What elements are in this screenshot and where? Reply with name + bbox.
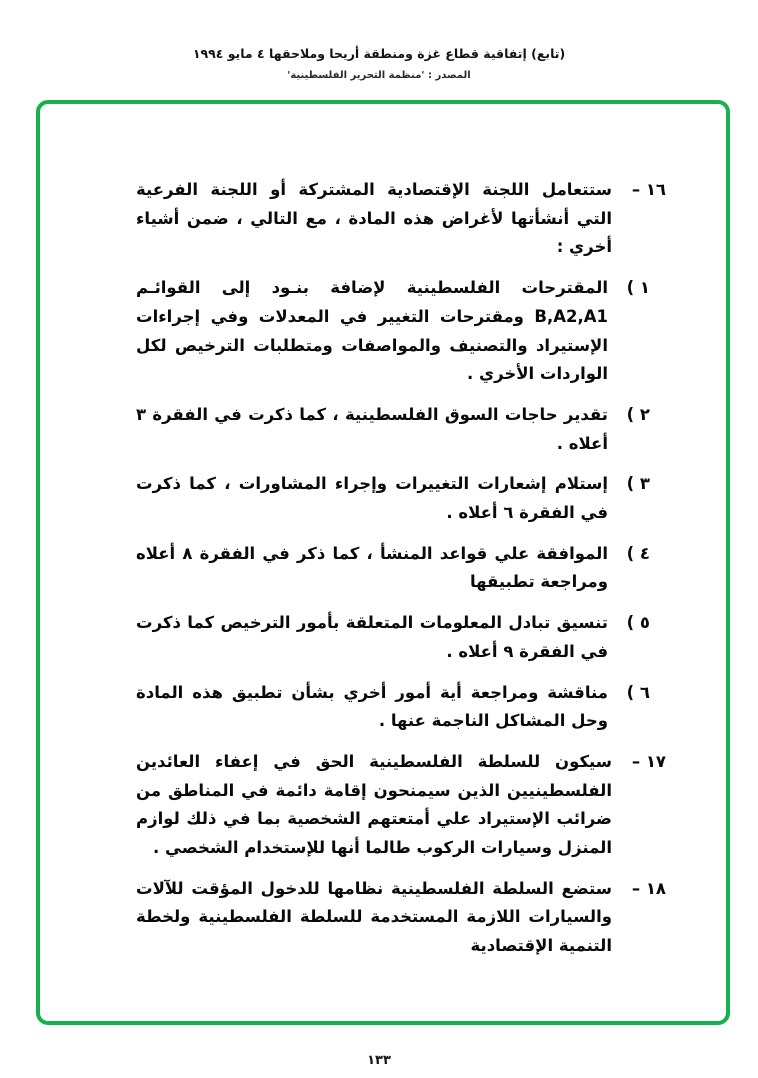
clause-16	[136, 176, 666, 262]
clause-text: ستتعامل اللجنة الإقتصادية المشتركة أو اللجنة الفرعية التي أنشأتها لأغراض هذه المادة ، مع التالي ، ضمن أشياء أخري :	[136, 180, 612, 257]
clause-17	[136, 748, 666, 863]
clause-18	[136, 875, 666, 961]
clause-text: ستضع السلطة الفلسطينية نظامها للدخول المؤقت للآلات والسيارات اللازمة المستخدمة للسلطة الفلسطينية ولخطة التنمية الإقتصادية	[136, 878, 612, 956]
clause-text: الموافقة علي قواعد المنشأ ، كما ذكر في الفقرة ٨ أعلاه ومراجعة تطبيقها	[136, 543, 608, 592]
clause-number: ١٧ –	[631, 751, 666, 771]
clause-text: تنسيق تبادل المعلومات المتعلقة بأمور الترخيص كما ذكرت في الفقرة ٩ أعلاه .	[136, 613, 608, 661]
clause-number: ٣ )	[626, 474, 650, 494]
clause-16-sub-5	[136, 609, 650, 666]
document-title: (تابع) إتفاقية قطاع غزة ومنطقة أريحا وملاحقها ٤ مايو ١٩٩٤	[192, 46, 566, 61]
clause-number: ١٨ –	[631, 878, 666, 898]
clause-number: ٤ )	[626, 543, 650, 563]
green-border-frame	[36, 100, 730, 1025]
clause-16-sub-2	[136, 401, 650, 458]
clause-number: ١٦ –	[631, 180, 666, 199]
clause-text: مناقشة ومراجعة أية أمور أخري بشأن تطبيق هذه المادة وحل المشاكل الناجمة عنها .	[136, 682, 608, 731]
clause-number: ٦ )	[626, 682, 650, 702]
document-source: المصدر : 'منظمة التحرير الفلسطينية'	[287, 70, 471, 81]
clause-16-sub-1	[136, 274, 650, 389]
clause-16-sub-4	[136, 540, 650, 597]
page-header	[0, 46, 758, 81]
page-footer	[0, 1049, 758, 1068]
clause-text: سيكون للسلطة الفلسطينية الحق في إعفاء العائدين الفلسطينيين الذين سيمنحون إقامة دائمة في المناطق من ضرائب الإستيراد علي أمتعتهم الشخصية بما في ذلك لوازم المنزل وسيارات الركوب طالما أنها للإستخدام الشخصي .	[136, 751, 612, 858]
clause-text: تقدير حاجات السوق الفلسطينية ، كما ذكرت في الفقرة ٣ أعلاه .	[136, 404, 608, 453]
clause-text: إستلام إشعارات التغييرات وإجراء المشاورات ، كما ذكرت في الفقرة ٦ أعلاه .	[136, 474, 608, 523]
clause-number: ١ )	[626, 278, 650, 298]
clause-text: المقترحات الفلسطينية لإضافة بنـود إلى القوائـم B,A2,A1 ومقترحات التغيير في المعدلات وفي إجراءات الإستيراد والتصنيف والمواصفات ومتطلبات الترخيص لكل الواردات الأخري .	[136, 278, 608, 384]
clause-number: ٢ )	[626, 404, 650, 424]
clause-number: ٥ )	[626, 613, 650, 633]
clause-16-sub-3	[136, 470, 650, 527]
document-body	[40, 104, 726, 961]
clause-16-sub-6	[136, 679, 650, 736]
page-number: ١٣٣	[367, 1053, 391, 1068]
